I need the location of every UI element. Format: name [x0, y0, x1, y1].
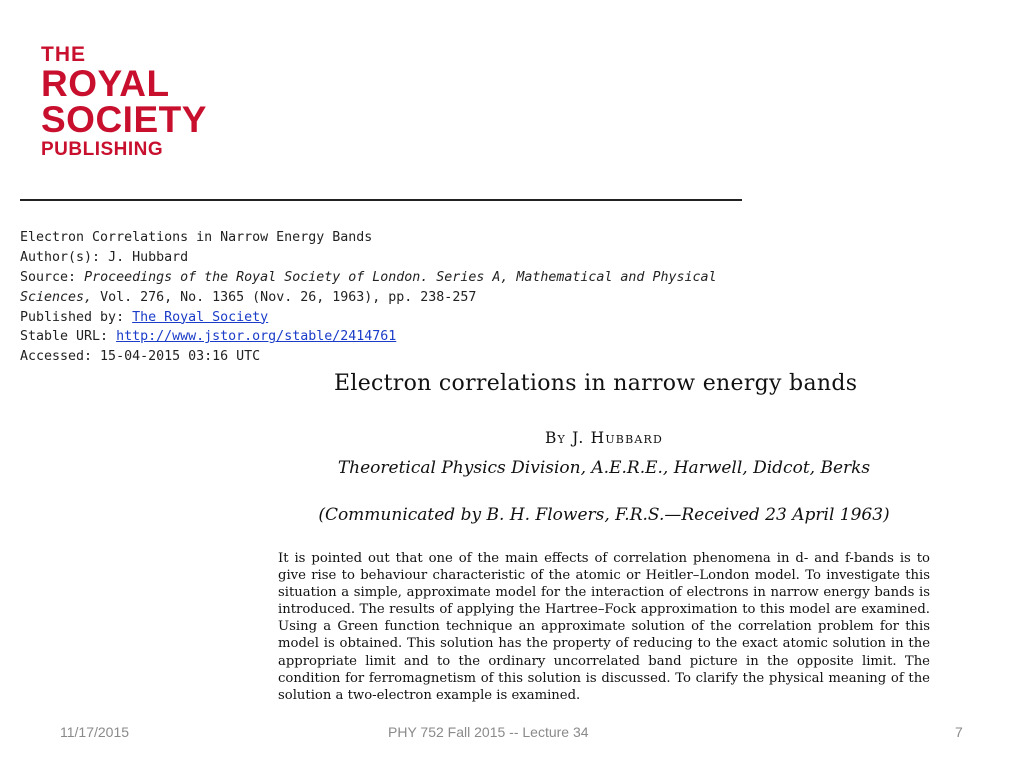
royal-society-logo: [41, 44, 207, 162]
footer-date: 11/17/2015: [60, 724, 130, 740]
citation-source-row-2: [20, 288, 717, 308]
citation-url-label: Stable URL:: [20, 329, 109, 345]
horizontal-divider: [20, 199, 742, 201]
citation-source-row-1: [20, 268, 717, 288]
citation-source-journal-cont: Sciences,: [20, 289, 93, 305]
paper-abstract: It is pointed out that one of the main effects of correlation phenomena in d- and f-bands is to give rise to behaviour characteristic of the atomic or Heitler–London model. To investigate this situation a simple, approximate model for the interaction of electrons in narrow energy bands is introduced. The results of applying the Hartree–Fock approximation to this model are examined. Using a Green function technique an approximate solution of the correlation problem for this model is obtained. This solution has the property of reducing to the exact atomic solution in the appropriate limit and to the ordinary uncorrelated band picture in the opposite limit. The condition for ferromagnetism of this solution is discussed. To clarify the physical meaning of the solution a two-electron example is examined.: [278, 551, 930, 703]
citation-url-row: [20, 327, 717, 347]
paper-affiliation: Theoretical Physics Division, A.E.R.E., Harwell, Didcot, Berks: [337, 458, 871, 478]
citation-source-volume: Vol. 276, No. 1365 (Nov. 26, 1963), pp. 238-257: [100, 289, 477, 305]
citation-authors: J. Hubbard: [108, 249, 189, 265]
footer-page-number: 7: [955, 724, 963, 740]
citation-source-journal: Proceedings of the Royal Society of London. Series A, Mathematical and Physical: [84, 269, 717, 285]
paper-title: Electron correlations in narrow energy bands: [334, 371, 858, 396]
footer-course: PHY 752 Fall 2015 -- Lecture 34: [388, 724, 589, 740]
citation-authors-label: Author(s):: [20, 249, 101, 265]
citation-publisher-label: Published by:: [20, 309, 125, 325]
paper-communicated: (Communicated by B. H. Flowers, F.R.S.—Received 23 April 1963): [318, 505, 890, 525]
publisher-link[interactable]: The Royal Society: [132, 309, 269, 325]
citation-authors-row: [20, 248, 717, 268]
paper-author: By J. Hubbard: [544, 429, 664, 447]
logo-line-publishing: PUBLISHING: [41, 139, 164, 160]
citation-accessed: Accessed: 15-04-2015 03:16 UTC: [20, 349, 261, 365]
logo-line-the: THE: [41, 43, 86, 66]
citation-publisher-row: [20, 308, 717, 328]
jstor-citation-block: [20, 228, 717, 367]
logo-line-royal: ROYAL: [41, 63, 170, 104]
logo-line-society: SOCIETY: [41, 99, 207, 140]
citation-title: Electron Correlations in Narrow Energy Bands: [20, 230, 373, 245]
stable-url-link[interactable]: http://www.jstor.org/stable/2414761: [116, 329, 397, 345]
citation-source-label: Source:: [20, 269, 77, 285]
